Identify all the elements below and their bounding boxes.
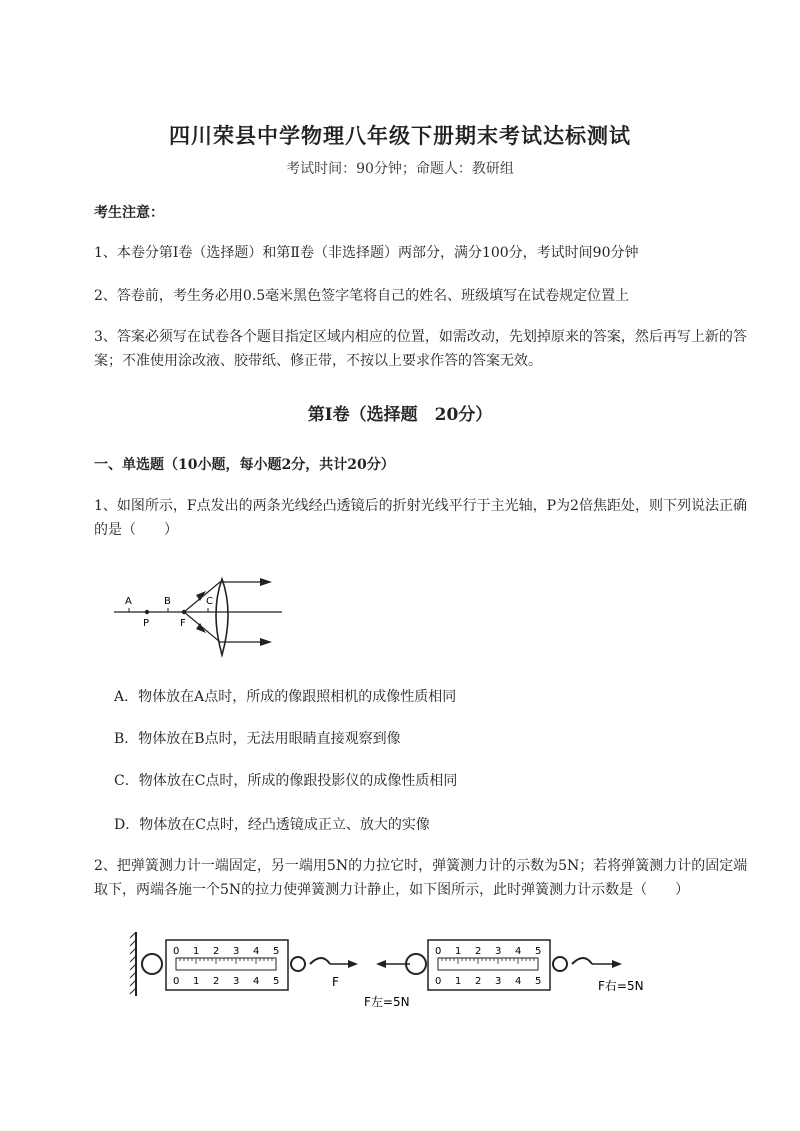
arrow-head-icon bbox=[348, 960, 358, 968]
tick-label: 5 bbox=[273, 946, 280, 957]
hook-1 bbox=[310, 958, 330, 964]
label-b: B bbox=[164, 596, 171, 607]
tick-label: 3 bbox=[233, 976, 240, 987]
option-a: A．物体放在A点时，所成的像跟照相机的成像性质相同 bbox=[114, 689, 457, 705]
notice-heading: 考生注意： bbox=[94, 205, 164, 221]
convex-lens bbox=[216, 579, 228, 655]
arrow-head-icon bbox=[260, 578, 272, 586]
tick-label: 2 bbox=[475, 946, 482, 957]
notice-item-1: 1、本卷分第Ⅰ卷（选择题）和第Ⅱ卷（非选择题）两部分，满分100分，考试时间90分钟 bbox=[94, 245, 639, 261]
tick-label: 2 bbox=[213, 946, 220, 957]
exam-title: 四川荣县中学物理八年级下册期末考试达标测试 bbox=[169, 123, 631, 148]
tick-label: 5 bbox=[535, 976, 542, 987]
label-a: A bbox=[125, 596, 132, 607]
tick-label: 3 bbox=[495, 946, 502, 957]
lens-diagram bbox=[110, 575, 290, 660]
notice-item-2: 2、答卷前，考生务必用0.5毫米黑色签字笔将自己的姓名、班级填写在试卷规定位置上 bbox=[94, 288, 630, 304]
force-label-f: F bbox=[332, 975, 339, 989]
mc-heading: 一、单选题（10小题，每小题2分，共计20分） bbox=[94, 457, 395, 473]
arrow-head-icon bbox=[260, 638, 272, 646]
option-b: B．物体放在B点时，无法用眼睛直接观察到像 bbox=[114, 731, 401, 747]
tick-label: 1 bbox=[455, 976, 462, 987]
tick-label: 4 bbox=[253, 946, 260, 957]
hook-ring-2 bbox=[553, 957, 567, 971]
tick-label: 5 bbox=[273, 976, 280, 987]
arrow-head-icon bbox=[196, 623, 206, 633]
tick-label: 1 bbox=[193, 946, 200, 957]
tick-label: 4 bbox=[515, 976, 522, 987]
tick-label: 0 bbox=[173, 946, 180, 957]
tick-label: 1 bbox=[455, 946, 462, 957]
arrow-head-icon bbox=[612, 960, 622, 968]
tick-label: 0 bbox=[435, 976, 442, 987]
tick-label: 1 bbox=[193, 976, 200, 987]
tick-label: 0 bbox=[173, 976, 180, 987]
tick-label: 2 bbox=[475, 976, 482, 987]
question-1-stem: 1、如图所示，F点发出的两条光线经凸透镜后的折射光线平行于主光轴，P为2倍焦距处，则下列说法正确的是（ ） bbox=[94, 498, 747, 538]
point-f-dot bbox=[182, 610, 186, 614]
force-label-left: F左=5N bbox=[364, 995, 410, 1008]
scale-body-2 bbox=[428, 940, 550, 990]
ring-left bbox=[142, 954, 162, 974]
option-d: D．物体放在C点时，经凸透镜成正立、放大的实像 bbox=[114, 817, 430, 833]
tick-label: 4 bbox=[515, 946, 522, 957]
tick-label: 3 bbox=[495, 976, 502, 987]
tick-label: 3 bbox=[233, 946, 240, 957]
spring-scale-diagram bbox=[126, 928, 666, 1008]
tick-label: 2 bbox=[213, 976, 220, 987]
label-c: C bbox=[206, 596, 213, 607]
label-p: P bbox=[143, 618, 150, 629]
arrow-head-icon bbox=[196, 591, 206, 601]
tick-label: 4 bbox=[253, 976, 260, 987]
section-title: 第Ⅰ卷（选择题 20分） bbox=[307, 405, 493, 425]
hook-2 bbox=[572, 958, 592, 964]
scale-body-1 bbox=[166, 940, 288, 990]
hook-ring-1 bbox=[291, 957, 305, 971]
force-label-right: F右=5N bbox=[598, 979, 644, 993]
label-f: F bbox=[180, 618, 186, 629]
option-c: C．物体放在C点时，所成的像跟投影仪的成像性质相同 bbox=[114, 773, 458, 789]
tick-label: 0 bbox=[435, 946, 442, 957]
point-p-dot bbox=[145, 610, 149, 614]
exam-subtitle: 考试时间：90分钟；命题人：教研组 bbox=[286, 161, 514, 177]
arrow-head-icon bbox=[376, 960, 386, 968]
notice-item-3: 3、答案必须写在试卷各个题目指定区域内相应的位置，如需改动，先划掉原来的答案，然后再写上新的答案；不准使用涂改液、胶带纸、修正带，不按以上要求作答的答案无效。 bbox=[94, 329, 747, 369]
question-2-stem: 2、把弹簧测力计一端固定，另一端用5N的力拉它时，弹簧测力计的示数为5N；若将弹簧测力计的固定端取下，两端各施一个5N的拉力使弹簧测力计静止，如下图所示，此时弹簧测力计示数是（ ） bbox=[94, 858, 748, 898]
tick-label: 5 bbox=[535, 946, 542, 957]
